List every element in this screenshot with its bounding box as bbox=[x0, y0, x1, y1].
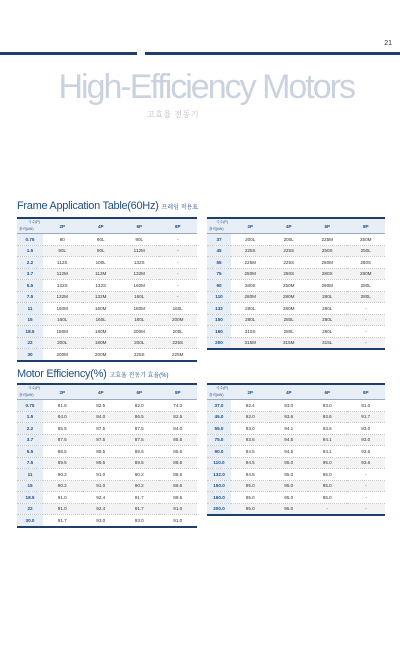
table-cell: 91.7 bbox=[43, 515, 82, 527]
table-cell: 200L bbox=[120, 337, 159, 349]
table-cell: - bbox=[347, 326, 386, 338]
output-kw-cell: 3.7 bbox=[17, 434, 43, 446]
table-cell: 85.5 bbox=[43, 423, 82, 435]
table-header-row bbox=[17, 218, 197, 234]
table-row bbox=[207, 434, 385, 446]
frame-section-subtitle: 프레임 적용표 bbox=[161, 205, 198, 211]
table-cell: 132M bbox=[82, 291, 121, 303]
output-kw-cell: 75 bbox=[207, 268, 231, 280]
output-kw-cell: 18.5 bbox=[17, 326, 43, 338]
table-cell: 93.6 bbox=[308, 411, 347, 423]
output-kw-cell: 55.0 bbox=[207, 423, 231, 435]
table-cell: 200L bbox=[270, 234, 309, 246]
table-row bbox=[17, 303, 197, 315]
table-cell: 95.0 bbox=[308, 457, 347, 469]
table-cell: 280S bbox=[308, 268, 347, 280]
table-cell: 200L bbox=[231, 234, 270, 246]
table-cell: 315M bbox=[270, 337, 309, 349]
table-cell: 89.5 bbox=[159, 492, 198, 504]
table-cell: 132S bbox=[43, 280, 82, 292]
table-cell: 85.5 bbox=[159, 446, 198, 458]
table-cell: - bbox=[159, 257, 198, 269]
column-header: 4P bbox=[82, 384, 121, 400]
header-rule-left bbox=[0, 52, 137, 55]
output-axis-label: 출력(kW) bbox=[19, 227, 34, 231]
table-row bbox=[17, 446, 197, 458]
table-cell: 91.7 bbox=[347, 411, 386, 423]
output-kw-cell: 3.7 bbox=[17, 268, 43, 280]
table-cell: 90L bbox=[82, 245, 121, 257]
table-cell: 250S bbox=[308, 245, 347, 257]
table-row bbox=[17, 291, 197, 303]
column-header: 6P bbox=[120, 384, 159, 400]
table-cell: 92.4 bbox=[231, 400, 270, 412]
table-cell: 93.0 bbox=[347, 423, 386, 435]
table-cell: 88.5 bbox=[43, 446, 82, 458]
table-cell: 90.2 bbox=[43, 480, 82, 492]
table-cell: 82.5 bbox=[82, 400, 121, 412]
table-row bbox=[17, 480, 197, 492]
table-cell: 93.0 bbox=[231, 411, 270, 423]
frame-table-left bbox=[17, 217, 197, 362]
table-cell: 280S bbox=[231, 280, 270, 292]
table-cell: 112M bbox=[82, 268, 121, 280]
table-cell: 89.5 bbox=[159, 480, 198, 492]
column-header: 2P bbox=[43, 384, 82, 400]
output-kw-cell: 11 bbox=[17, 303, 43, 315]
table-cell: 180M bbox=[82, 326, 121, 338]
table-cell: 95.0 bbox=[270, 469, 309, 481]
output-kw-cell: 7.5 bbox=[17, 291, 43, 303]
table-cell: 160M bbox=[120, 280, 159, 292]
table-cell: 93.6 bbox=[308, 423, 347, 435]
efficiency-table-right bbox=[207, 383, 385, 516]
column-header: 8P bbox=[159, 218, 198, 234]
table-cell: 280M bbox=[270, 303, 309, 315]
header-rule-right bbox=[145, 52, 400, 55]
output-kw-cell: 200.0 bbox=[207, 503, 231, 515]
output-kw-cell: 45 bbox=[207, 245, 231, 257]
table-row bbox=[17, 280, 197, 292]
table-row bbox=[17, 434, 197, 446]
output-kw-cell: 132.0 bbox=[207, 469, 231, 481]
table-cell: 90L bbox=[82, 234, 121, 246]
corner-header-cell bbox=[207, 384, 231, 400]
table-cell: 94.5 bbox=[231, 469, 270, 481]
table-cell: 93.6 bbox=[270, 411, 309, 423]
output-kw-cell: 90.0 bbox=[207, 446, 231, 458]
output-kw-cell: 132 bbox=[207, 303, 231, 315]
table-cell: 280L bbox=[231, 303, 270, 315]
table-cell: 280L bbox=[270, 314, 309, 326]
output-kw-cell: 200 bbox=[207, 337, 231, 349]
table-cell: 89.5 bbox=[120, 457, 159, 469]
table-row bbox=[17, 411, 197, 423]
table-cell: 95.0 bbox=[231, 480, 270, 492]
table-cell: 112M bbox=[120, 245, 159, 257]
output-kw-cell: 22 bbox=[17, 503, 43, 515]
frame-table-right bbox=[207, 217, 385, 350]
table-cell: 100L bbox=[82, 257, 121, 269]
output-kw-cell: 37 bbox=[207, 234, 231, 246]
table-cell: - bbox=[347, 492, 386, 504]
output-kw-cell: 15 bbox=[17, 480, 43, 492]
efficiency-section-subtitle: 고효율 전동기 효율(%) bbox=[109, 373, 169, 379]
table-row bbox=[17, 469, 197, 481]
page-title: High-Efficiency Motors bbox=[58, 68, 354, 106]
table-row bbox=[17, 314, 197, 326]
output-kw-cell: 37.0 bbox=[207, 400, 231, 412]
table-cell: 280L bbox=[308, 314, 347, 326]
table-cell: 200M bbox=[82, 349, 121, 361]
table-cell: 90.2 bbox=[43, 469, 82, 481]
table-row bbox=[17, 245, 197, 257]
table-cell: - bbox=[347, 503, 386, 515]
table-cell: 112S bbox=[43, 257, 82, 269]
table-cell: 90.2 bbox=[120, 469, 159, 481]
table-row bbox=[207, 326, 385, 338]
table-cell: 280L bbox=[347, 291, 386, 303]
table-cell: 93.0 bbox=[270, 400, 309, 412]
output-axis-label: 출력(kW) bbox=[209, 227, 224, 231]
table-header-row bbox=[17, 384, 197, 400]
table-cell: 250M bbox=[231, 268, 270, 280]
table-cell: 93.0 bbox=[231, 423, 270, 435]
output-kw-cell: 0.75 bbox=[17, 234, 43, 246]
table-row bbox=[17, 400, 197, 412]
table-cell: 93.6 bbox=[347, 446, 386, 458]
table-cell: 81.6 bbox=[43, 400, 82, 412]
table-row bbox=[17, 257, 197, 269]
table-cell: - bbox=[159, 245, 198, 257]
output-kw-cell: 110 bbox=[207, 291, 231, 303]
table-cell: 280M bbox=[231, 291, 270, 303]
table-cell: 160L bbox=[82, 314, 121, 326]
table-cell: 250S bbox=[270, 268, 309, 280]
column-header: 2P bbox=[231, 218, 270, 234]
output-kw-cell: 160.0 bbox=[207, 492, 231, 504]
table-cell: 87.5 bbox=[43, 434, 82, 446]
table-cell: 112M bbox=[43, 268, 82, 280]
table-cell: 250L bbox=[347, 245, 386, 257]
table-cell: 91.0 bbox=[82, 469, 121, 481]
table-cell: 250M bbox=[308, 257, 347, 269]
efficiency-table-left bbox=[17, 383, 197, 528]
table-cell: 180M bbox=[120, 303, 159, 315]
table-cell: 92.4 bbox=[82, 492, 121, 504]
table-row bbox=[207, 411, 385, 423]
output-kw-cell: 2.2 bbox=[17, 257, 43, 269]
table-cell: 74.0 bbox=[159, 400, 198, 412]
table-cell: 87.5 bbox=[120, 434, 159, 446]
poles-axis-label: 극수(P) bbox=[216, 220, 228, 224]
table-cell: 315M bbox=[231, 337, 270, 349]
output-kw-cell: 1.5 bbox=[17, 411, 43, 423]
table-cell: 94.5 bbox=[270, 434, 309, 446]
output-kw-cell: 2.2 bbox=[17, 423, 43, 435]
output-kw-cell: 5.5 bbox=[17, 280, 43, 292]
table-cell: 280L bbox=[231, 314, 270, 326]
table-cell: 90L bbox=[43, 245, 82, 257]
table-cell: 225S bbox=[231, 245, 270, 257]
table-cell: 95.0 bbox=[270, 503, 309, 515]
table-cell: - bbox=[159, 280, 198, 292]
table-cell: 160L bbox=[159, 303, 198, 315]
column-header: 4P bbox=[270, 384, 309, 400]
efficiency-section-title: Motor Efficiency(%) 고효율 전동기 효율(%) bbox=[17, 368, 169, 380]
table-cell: 225M bbox=[308, 234, 347, 246]
table-row bbox=[207, 257, 385, 269]
table-row bbox=[207, 337, 385, 349]
table-cell: 90.2 bbox=[120, 480, 159, 492]
table-cell: - bbox=[347, 314, 386, 326]
table-cell: - bbox=[159, 268, 198, 280]
table-cell: 82.0 bbox=[120, 400, 159, 412]
table-cell: 95.0 bbox=[270, 457, 309, 469]
table-cell: 180M bbox=[43, 326, 82, 338]
table-row bbox=[207, 268, 385, 280]
table-cell: 225S bbox=[270, 245, 309, 257]
table-cell: 93.0 bbox=[347, 434, 386, 446]
output-kw-cell: 5.5 bbox=[17, 446, 43, 458]
table-cell: 91.7 bbox=[120, 492, 159, 504]
table-cell: 95.0 bbox=[231, 503, 270, 515]
table-cell: 87.5 bbox=[82, 423, 121, 435]
output-kw-cell: 18.5 bbox=[17, 492, 43, 504]
table-cell: - bbox=[347, 480, 386, 492]
output-axis-label: 출력(kW) bbox=[19, 393, 34, 397]
output-kw-cell: 11 bbox=[17, 469, 43, 481]
table-cell: 225M bbox=[231, 257, 270, 269]
table-row bbox=[207, 400, 385, 412]
table-header-row bbox=[207, 384, 385, 400]
column-header: 6P bbox=[308, 218, 347, 234]
table-cell: 180M bbox=[82, 337, 121, 349]
table-row bbox=[17, 503, 197, 515]
corner-header-cell bbox=[17, 218, 43, 234]
table-cell: 200L bbox=[43, 337, 82, 349]
table-cell: 93.0 bbox=[308, 400, 347, 412]
page-number: 21 bbox=[384, 40, 392, 47]
page-subtitle: 고효율 전동기 bbox=[147, 110, 200, 119]
table-cell: 89.5 bbox=[82, 457, 121, 469]
table-row bbox=[17, 234, 197, 246]
poles-axis-label: 극수(P) bbox=[216, 386, 228, 390]
table-row bbox=[207, 480, 385, 492]
table-cell: 82.5 bbox=[159, 411, 198, 423]
table-cell: 95.0 bbox=[308, 469, 347, 481]
table-row bbox=[17, 268, 197, 280]
table-cell: 89.5 bbox=[43, 457, 82, 469]
output-axis-label: 출력(kW) bbox=[209, 393, 224, 397]
table-cell: 93.6 bbox=[231, 434, 270, 446]
table-row bbox=[207, 303, 385, 315]
table-cell: 225M bbox=[159, 349, 198, 361]
table-cell: 95.0 bbox=[270, 480, 309, 492]
table-cell: 280L bbox=[308, 291, 347, 303]
column-header: 2P bbox=[231, 384, 270, 400]
table-cell: - bbox=[308, 503, 347, 515]
table-cell: 91.0 bbox=[159, 503, 198, 515]
table-row bbox=[207, 314, 385, 326]
table-cell: 89.5 bbox=[120, 446, 159, 458]
table-cell: 280M bbox=[347, 268, 386, 280]
table-cell: 90L bbox=[120, 234, 159, 246]
table-cell: 225S bbox=[159, 337, 198, 349]
table-cell: 94.1 bbox=[308, 446, 347, 458]
table-cell: 250M bbox=[347, 234, 386, 246]
table-row bbox=[207, 469, 385, 481]
column-header: 8P bbox=[159, 384, 198, 400]
table-cell: 280L bbox=[308, 326, 347, 338]
table-cell: - bbox=[159, 291, 198, 303]
table-row bbox=[207, 291, 385, 303]
table-cell: 80 bbox=[43, 234, 82, 246]
output-kw-cell: 55 bbox=[207, 257, 231, 269]
table-row bbox=[207, 234, 385, 246]
table-cell: - bbox=[347, 469, 386, 481]
table-row bbox=[207, 423, 385, 435]
table-row bbox=[17, 326, 197, 338]
table-row bbox=[17, 515, 197, 527]
table-cell: - bbox=[347, 303, 386, 315]
output-kw-cell: 0.75 bbox=[17, 400, 43, 412]
output-kw-cell: 15 bbox=[17, 314, 43, 326]
table-cell: - bbox=[347, 337, 386, 349]
table-cell: 84.0 bbox=[82, 411, 121, 423]
column-header: 6P bbox=[308, 384, 347, 400]
column-header: 4P bbox=[82, 218, 121, 234]
output-kw-cell: 30 bbox=[17, 349, 43, 361]
output-kw-cell: 150 bbox=[207, 314, 231, 326]
table-row bbox=[17, 423, 197, 435]
table-cell: 225S bbox=[270, 257, 309, 269]
table-cell: 280M bbox=[270, 291, 309, 303]
table-cell: 225S bbox=[120, 349, 159, 361]
table-cell: 95.0 bbox=[231, 492, 270, 504]
output-kw-cell: 90 bbox=[207, 280, 231, 292]
table-cell: 93.6 bbox=[347, 457, 386, 469]
table-cell: 94.1 bbox=[308, 434, 347, 446]
table-cell: 160L bbox=[120, 291, 159, 303]
table-cell: 86.5 bbox=[120, 411, 159, 423]
output-kw-cell: 150.0 bbox=[207, 480, 231, 492]
table-cell: 132S bbox=[120, 257, 159, 269]
frame-section-title: Frame Application Table(60Hz) 프레임 적용표 bbox=[17, 200, 198, 212]
corner-header-cell bbox=[207, 218, 231, 234]
column-header: 6P bbox=[120, 218, 159, 234]
table-row bbox=[17, 349, 197, 361]
table-cell: 91.7 bbox=[120, 503, 159, 515]
table-cell: 132M bbox=[43, 291, 82, 303]
table-cell: 87.5 bbox=[82, 434, 121, 446]
table-cell: 88.5 bbox=[159, 457, 198, 469]
table-cell: 132M bbox=[120, 268, 159, 280]
output-kw-cell: 7.5 bbox=[17, 457, 43, 469]
table-cell: 280S bbox=[347, 257, 386, 269]
table-cell: 87.5 bbox=[120, 423, 159, 435]
table-cell: 94.5 bbox=[270, 446, 309, 458]
output-kw-cell: 160 bbox=[207, 326, 231, 338]
table-cell: 84.0 bbox=[43, 411, 82, 423]
table-row bbox=[207, 457, 385, 469]
table-row bbox=[207, 492, 385, 504]
table-cell: 91.0 bbox=[347, 400, 386, 412]
table-cell: 85.5 bbox=[159, 434, 198, 446]
table-cell: 160M bbox=[82, 303, 121, 315]
table-cell: 200M bbox=[43, 349, 82, 361]
table-row bbox=[207, 503, 385, 515]
table-cell: 200M bbox=[159, 314, 198, 326]
output-kw-cell: 1.5 bbox=[17, 245, 43, 257]
table-cell: 89.5 bbox=[82, 446, 121, 458]
table-cell: 93.0 bbox=[120, 515, 159, 527]
column-header: 4P bbox=[270, 218, 309, 234]
table-cell: 200M bbox=[120, 326, 159, 338]
table-cell: 132S bbox=[82, 280, 121, 292]
output-kw-cell: 22 bbox=[17, 337, 43, 349]
table-cell: 315S bbox=[231, 326, 270, 338]
column-header: 8P bbox=[347, 218, 386, 234]
table-row bbox=[17, 457, 197, 469]
table-cell: 84.0 bbox=[159, 423, 198, 435]
table-cell: 94.1 bbox=[270, 423, 309, 435]
table-cell: 315L bbox=[308, 337, 347, 349]
table-row bbox=[17, 337, 197, 349]
table-cell: 160M bbox=[43, 303, 82, 315]
table-cell: 95.0 bbox=[308, 492, 347, 504]
table-header-row bbox=[207, 218, 385, 234]
table-cell: 250M bbox=[270, 280, 309, 292]
table-row bbox=[207, 280, 385, 292]
output-kw-cell: 110.0 bbox=[207, 457, 231, 469]
table-cell: 280M bbox=[308, 280, 347, 292]
output-kw-cell: 30.0 bbox=[17, 515, 43, 527]
table-cell: 88.5 bbox=[159, 469, 198, 481]
output-kw-cell: 75.0 bbox=[207, 434, 231, 446]
table-cell: 280L bbox=[347, 280, 386, 292]
table-row bbox=[17, 492, 197, 504]
table-cell: 180L bbox=[120, 314, 159, 326]
column-header: 2P bbox=[43, 218, 82, 234]
table-cell: 92.4 bbox=[82, 503, 121, 515]
table-cell: 91.0 bbox=[43, 503, 82, 515]
table-row bbox=[207, 245, 385, 257]
table-cell: 95.0 bbox=[270, 492, 309, 504]
table-cell: 91.0 bbox=[82, 480, 121, 492]
table-cell: 200L bbox=[159, 326, 198, 338]
table-cell: 91.0 bbox=[43, 492, 82, 504]
table-cell: 94.5 bbox=[231, 457, 270, 469]
output-kw-cell: 45.0 bbox=[207, 411, 231, 423]
corner-header-cell bbox=[17, 384, 43, 400]
table-cell: 95.0 bbox=[308, 480, 347, 492]
poles-axis-label: 극수(P) bbox=[28, 220, 40, 224]
table-cell: - bbox=[159, 234, 198, 246]
table-cell: 94.5 bbox=[231, 446, 270, 458]
column-header: 8P bbox=[347, 384, 386, 400]
table-cell: 93.0 bbox=[82, 515, 121, 527]
table-row bbox=[207, 446, 385, 458]
table-cell: 160L bbox=[43, 314, 82, 326]
table-cell: 280L bbox=[270, 326, 309, 338]
poles-axis-label: 극수(P) bbox=[28, 386, 40, 390]
table-cell: 280L bbox=[308, 303, 347, 315]
table-cell: 91.0 bbox=[159, 515, 198, 527]
